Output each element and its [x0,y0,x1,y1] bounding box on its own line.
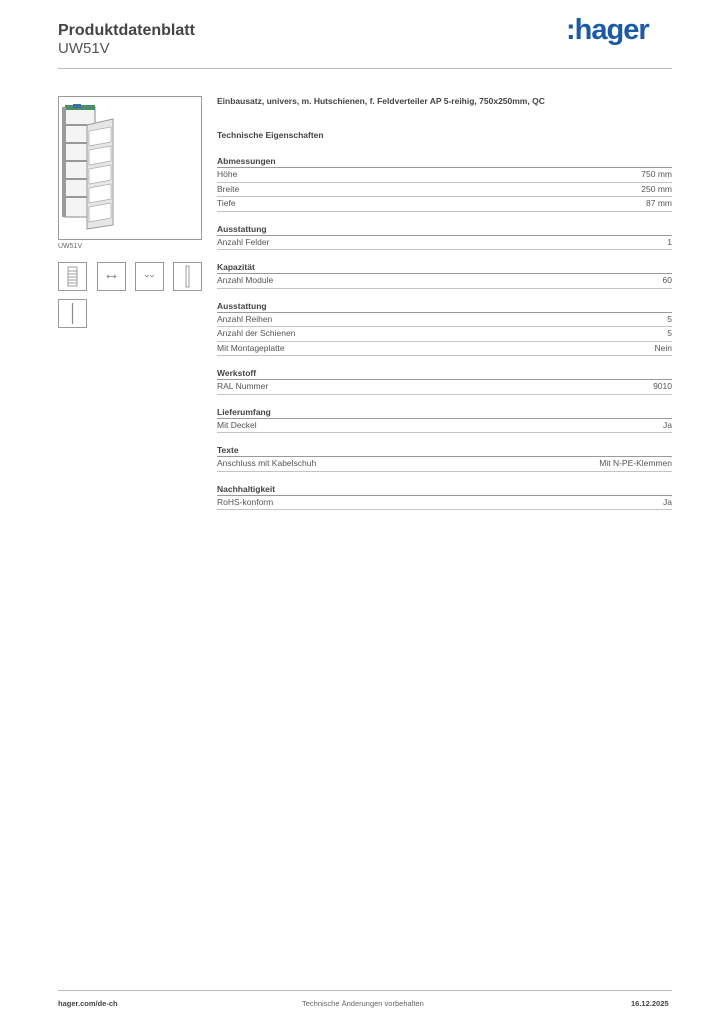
spec-value: Nein [654,342,672,353]
product-code: UW51V [58,40,110,57]
spec-value: 5 [667,328,672,338]
spec-value: 87 mm [646,198,672,208]
spec-value: 250 mm [641,183,672,194]
spec-table [217,155,672,521]
spec-label: Anzahl der Schienen [217,328,296,338]
spec-label: RoHS-konform [217,496,274,507]
spec-value: 750 mm [641,169,672,179]
thumbnail-dimension-width[interactable] [97,262,126,291]
spec-group-title: Abmessungen [217,155,672,168]
spec-row [217,342,672,357]
thumbnail-dimension-depth[interactable] [135,262,164,291]
spec-group [217,261,672,289]
spec-label: Tiefe [217,198,236,208]
spec-group [217,155,672,212]
spec-group [217,367,672,395]
spec-value: 60 [662,275,672,285]
spec-group-title: Nachhaltigkeit [217,483,672,496]
page-title: Produktdatenblatt [58,22,195,39]
spec-group-title: Lieferumfang [217,406,672,419]
spec-row [217,274,672,289]
hager-logo: :hager [566,14,649,46]
spec-group [217,300,672,357]
spec-value: 5 [667,313,672,324]
spec-row [217,236,672,251]
spec-group [217,444,672,472]
spec-group-title: Werkstoff [217,367,672,380]
footer-notice: Technische Änderungen vorbehalten [302,999,424,1008]
header-divider [58,68,672,69]
spec-label: Anschluss mit Kabelschuh [217,458,317,468]
spec-row [217,419,672,434]
product-image [58,96,202,240]
spec-row [217,496,672,511]
spec-value: Mit N-PE-Klemmen [599,458,672,468]
footer-website-link[interactable]: hager.com/de-ch [58,999,118,1008]
spec-label: Anzahl Module [217,275,274,285]
spec-group [217,406,672,434]
spec-label: Mit Deckel [217,419,257,430]
spec-row [217,197,672,212]
spec-group-title: Kapazität [217,261,672,274]
spec-label: Mit Montageplatte [217,342,285,353]
spec-row [217,168,672,183]
spec-value: 9010 [653,381,672,391]
image-caption: UW51V [58,243,83,250]
footer-date: 16.12.2025 [631,999,669,1008]
spec-label: Anzahl Reihen [217,313,273,324]
spec-label: Höhe [217,169,238,179]
spec-label: Anzahl Felder [217,236,270,247]
spec-value: Ja [663,419,672,430]
thumbnail-side-view[interactable] [173,262,202,291]
spec-label: RAL Nummer [217,381,269,391]
spec-group-title: Texte [217,444,672,457]
spec-group-title: Ausstattung [217,223,672,236]
thumbnail-rail-view[interactable] [58,299,87,328]
footer-divider [58,990,672,991]
spec-value: 1 [667,236,672,247]
spec-row [217,327,672,342]
spec-value: Ja [663,496,672,507]
product-description: Einbausatz, univers, m. Hutschienen, f. Feldverteiler AP 5-reihig, 750x250mm, QC [217,96,545,106]
spec-row [217,313,672,328]
spec-row [217,457,672,472]
section-title: Technische Eigenschaften [217,130,324,140]
spec-group-title: Ausstattung [217,300,672,313]
spec-group [217,223,672,251]
thumbnail-front-view[interactable] [58,262,87,291]
spec-row [217,183,672,198]
spec-group [217,483,672,511]
spec-row [217,380,672,395]
spec-label: Breite [217,183,240,194]
